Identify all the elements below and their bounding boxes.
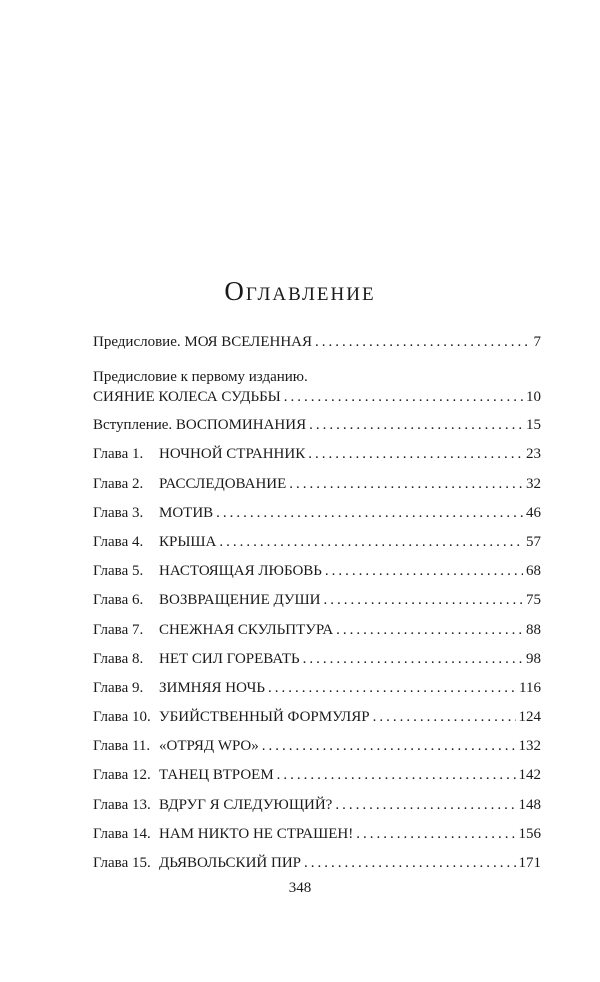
chapter-number: Глава 15. <box>93 855 151 871</box>
dot-leader <box>325 563 523 580</box>
toc-entry <box>93 563 541 592</box>
toc-entry-title: СИЯНИЕ КОЛЕСА СУДЬБЫ <box>93 389 281 406</box>
toc-entry-title: ДЬЯВОЛЬСКИЙ ПИР <box>159 855 301 871</box>
toc-entry-title: МОТИВ <box>159 504 214 521</box>
toc-entry <box>93 797 541 826</box>
toc-entry-page: 15 <box>526 417 541 434</box>
toc-entry-title: ТАНЕЦ ВТРОЕМ <box>159 767 274 784</box>
chapter-number: Глава 14. <box>93 825 151 842</box>
toc-entry <box>93 534 541 563</box>
toc-entry-page: 88 <box>526 621 541 638</box>
toc-entry-page: 57 <box>526 533 541 550</box>
chapter-number: Глава 13. <box>93 796 151 813</box>
dot-leader <box>336 622 523 639</box>
dot-leader <box>277 767 516 784</box>
dot-leader <box>309 417 523 434</box>
dot-leader <box>323 592 523 609</box>
dot-leader <box>335 797 515 814</box>
toc-entry-page: 46 <box>526 504 541 521</box>
dot-leader <box>304 855 516 872</box>
toc-entry-page: 156 <box>518 825 541 842</box>
toc-entry-title: ЗИМНЯЯ НОЧЬ <box>159 679 265 696</box>
toc-entry <box>93 651 541 680</box>
toc-entry-page: 132 <box>518 738 541 755</box>
chapter-number: Глава 2. <box>93 475 144 492</box>
dot-leader <box>268 680 516 697</box>
toc-entry-title: РАССЛЕДОВАНИЕ <box>159 475 287 492</box>
dot-leader <box>219 534 523 551</box>
toc-entry-page: 10 <box>526 389 541 406</box>
dot-leader <box>373 709 516 726</box>
toc-entry-page: 75 <box>526 592 541 609</box>
page-number: 348 <box>288 880 312 896</box>
toc-entry-page: 142 <box>518 767 541 784</box>
toc-entry <box>93 363 541 417</box>
chapter-number: Глава 8. <box>93 650 144 667</box>
toc-entry-title: НЕТ СИЛ ГОРЕВАТЬ <box>159 650 300 667</box>
toc-entry-page: 68 <box>526 563 541 580</box>
chapter-number: Глава 1. <box>93 446 144 463</box>
chapter-number: Глава 4. <box>93 533 144 550</box>
toc-entry <box>93 476 541 505</box>
toc-entry <box>93 334 541 363</box>
toc-entry-title: НАСТОЯЩАЯ ЛЮБОВЬ <box>159 563 322 580</box>
chapter-number: Глава 12. <box>93 767 151 784</box>
chapter-number: Глава 11. <box>93 738 151 755</box>
toc-entry-title: КРЫША <box>159 533 217 550</box>
toc-entry <box>93 592 541 621</box>
toc-entry-title: УБИЙСТВЕННЫЙ ФОРМУЛЯР <box>159 709 370 726</box>
toc-entry-page: 7 <box>533 334 541 350</box>
toc-entry-page: 32 <box>526 475 541 492</box>
toc-entry <box>93 505 541 534</box>
toc-entry-subtitle: Предисловие к первому изданию. <box>93 369 308 386</box>
toc-entry-page: 98 <box>526 650 541 667</box>
page-title: Оглавление <box>224 276 376 306</box>
toc-entry <box>93 680 541 709</box>
chapter-number: Глава 6. <box>93 592 144 609</box>
toc-entry <box>93 826 541 855</box>
toc-entry-title: «ОТРЯД WPO» <box>159 738 259 755</box>
chapter-number: Глава 10. <box>93 709 151 726</box>
dot-leader <box>308 446 523 463</box>
toc-entry-title: Предисловие. МОЯ ВСЕЛЕННАЯ <box>93 334 313 350</box>
dot-leader <box>289 476 523 493</box>
chapter-number: Глава 3. <box>93 504 144 521</box>
toc-entry-title: НАМ НИКТО НЕ СТРАШЕН! <box>159 825 354 842</box>
toc-entry <box>93 709 541 738</box>
toc-entry-title: ВДРУГ Я СЛЕДУЮЩИЙ? <box>159 796 333 813</box>
dot-leader <box>284 389 523 406</box>
toc-entry <box>93 446 541 475</box>
dot-leader <box>315 334 530 351</box>
dot-leader <box>356 826 515 843</box>
toc-entry-title: ВОЗВРАЩЕНИЕ ДУШИ <box>159 592 321 609</box>
dot-leader <box>303 651 523 668</box>
toc-entry-page: 116 <box>519 679 541 696</box>
toc-entry-title: Вступление. ВОСПОМИНАНИЯ <box>93 417 307 434</box>
toc-entry-title: НОЧНОЙ СТРАННИК <box>159 446 306 463</box>
toc-entry <box>93 738 541 767</box>
chapter-number: Глава 5. <box>93 563 144 580</box>
chapter-number: Глава 9. <box>93 679 144 696</box>
dot-leader <box>216 505 523 522</box>
toc-entry-page: 171 <box>518 855 541 871</box>
toc-entry-page: 124 <box>518 709 541 726</box>
toc-entry <box>93 622 541 651</box>
toc-entry-title: СНЕЖНАЯ СКУЛЬПТУРА <box>159 621 334 638</box>
toc-entry <box>93 767 541 796</box>
toc-entry <box>93 417 541 446</box>
chapter-number: Глава 7. <box>93 621 144 638</box>
toc-entry-page: 23 <box>526 446 541 463</box>
dot-leader <box>262 738 516 755</box>
toc-entry-page: 148 <box>518 796 541 813</box>
table-of-contents <box>93 334 541 884</box>
